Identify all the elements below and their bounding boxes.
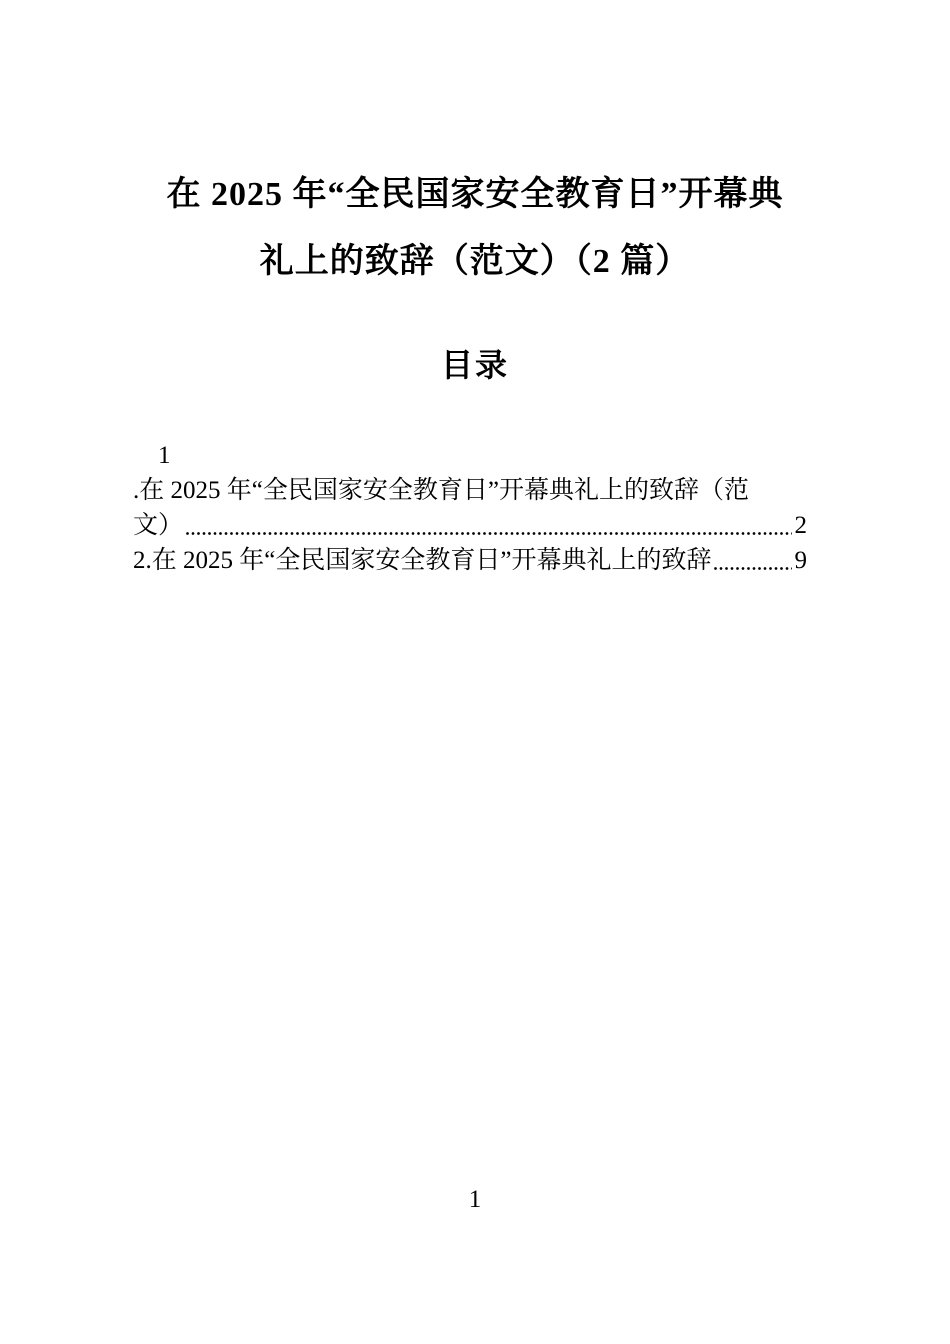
dot-leader <box>183 508 794 543</box>
toc-page-number: 9 <box>794 547 807 574</box>
toc-entry-1-line-2[interactable] <box>133 508 807 543</box>
toc-entry-1-line-1[interactable]: .在 2025 年“全民国家安全教育日”开幕典礼上的致辞（范 <box>133 477 749 504</box>
toc-heading: 目录 <box>440 347 509 383</box>
toc-entry-text: 2.在 2025 年“全民国家安全教育日”开幕典礼上的致辞 <box>133 547 712 574</box>
toc-entry-text: 文） <box>133 512 184 539</box>
document-title <box>70 161 880 295</box>
document-title-line-1: 在 2025 年“全民国家安全教育日”开幕典 <box>166 176 784 213</box>
toc-entry-2[interactable] <box>133 543 807 578</box>
document-title-line-2: 礼上的致辞（范文）（2 篇） <box>259 243 691 280</box>
page-number: 1 <box>468 1186 482 1213</box>
toc-stray-number: 1 <box>158 442 171 469</box>
table-of-contents <box>133 438 807 578</box>
dot-leader <box>711 543 794 578</box>
toc-page-number: 2 <box>794 512 807 539</box>
